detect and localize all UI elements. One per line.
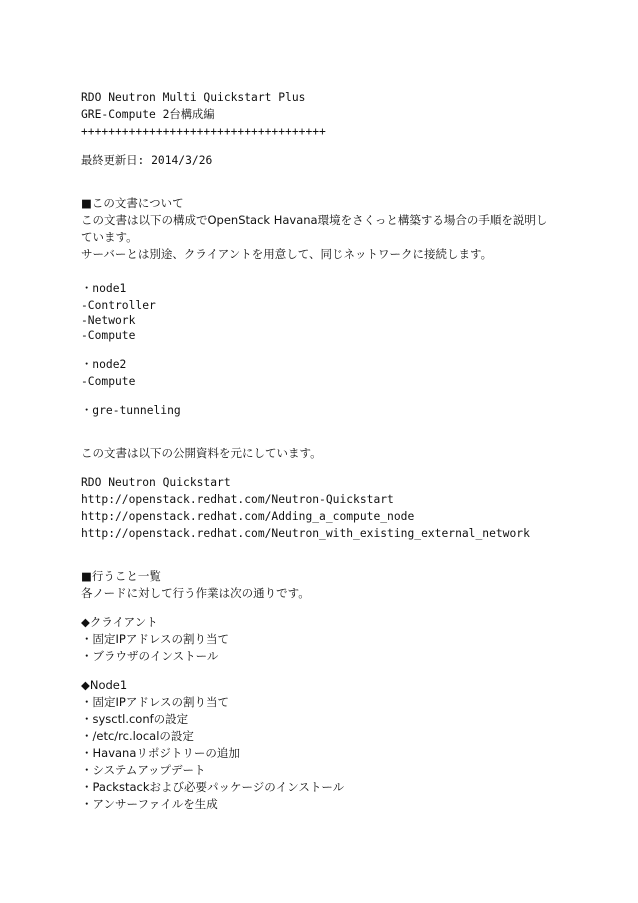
node1-role: -Compute (81, 329, 136, 342)
separator-rule: ++++++++++++++++++++++++++++++++++++ (81, 125, 326, 138)
client-title: ◆クライアント (81, 615, 158, 629)
section-heading-tasks: ■行うこと一覧 (81, 569, 161, 583)
section-heading-about: ■この文書について (81, 196, 184, 210)
node1-task: ・アンサーファイルを生成 (81, 797, 218, 811)
node1-task: ・固定IPアドレスの割り当て (81, 695, 229, 709)
node1-role: -Network (81, 314, 136, 327)
client-task: ・ブラウザのインストール (81, 649, 219, 663)
source-link[interactable]: http://openstack.redhat.com/Neutron_with_existing_external_network (81, 527, 530, 540)
about-paragraph-2: サーバーとは別途、クライアントを用意して、同じネットワークに接続します。 (81, 247, 493, 261)
client-task: ・固定IPアドレスの割り当て (81, 632, 229, 646)
node1-task: ・システムアップデート (81, 763, 206, 777)
node2-title: ・node2 (81, 358, 127, 371)
source-link[interactable]: http://openstack.redhat.com/Neutron-Quickstart (81, 493, 394, 506)
node1-tasks-title: ◆Node1 (81, 678, 128, 692)
source-link[interactable]: http://openstack.redhat.com/Adding_a_compute_node (81, 510, 415, 523)
about-paragraph-cont: ています。 (81, 230, 138, 244)
document-subtitle: GRE-Compute 2台構成編 (81, 108, 215, 121)
tunnel-type: ・gre-tunneling (81, 404, 181, 417)
last-updated: 最終更新日: 2014/3/26 (81, 154, 213, 167)
sources-title: RDO Neutron Quickstart (81, 476, 231, 489)
node1-task: ・sysctl.confの設定 (81, 712, 189, 726)
node1-task: ・Packstackおよび必要パッケージのインストール (81, 780, 345, 794)
node1-task: ・Havanaリポジトリーの追加 (81, 746, 240, 760)
about-paragraph: この文書は以下の構成でOpenStack Havana環境をさくっと構築する場合の手順を説明し (81, 213, 548, 227)
node1-task: ・/etc/rc.localの設定 (81, 729, 194, 743)
node1-title: ・node1 (81, 282, 127, 295)
document-page (81, 89, 601, 813)
node2-role: -Compute (81, 375, 136, 388)
sources-intro: この文書は以下の公開資料を元にしています。 (81, 446, 322, 460)
document-title: RDO Neutron Multi Quickstart Plus (81, 91, 306, 104)
node1-role: -Controller (81, 299, 156, 312)
tasks-intro: 各ノードに対して行う作業は次の通りです。 (81, 586, 310, 600)
